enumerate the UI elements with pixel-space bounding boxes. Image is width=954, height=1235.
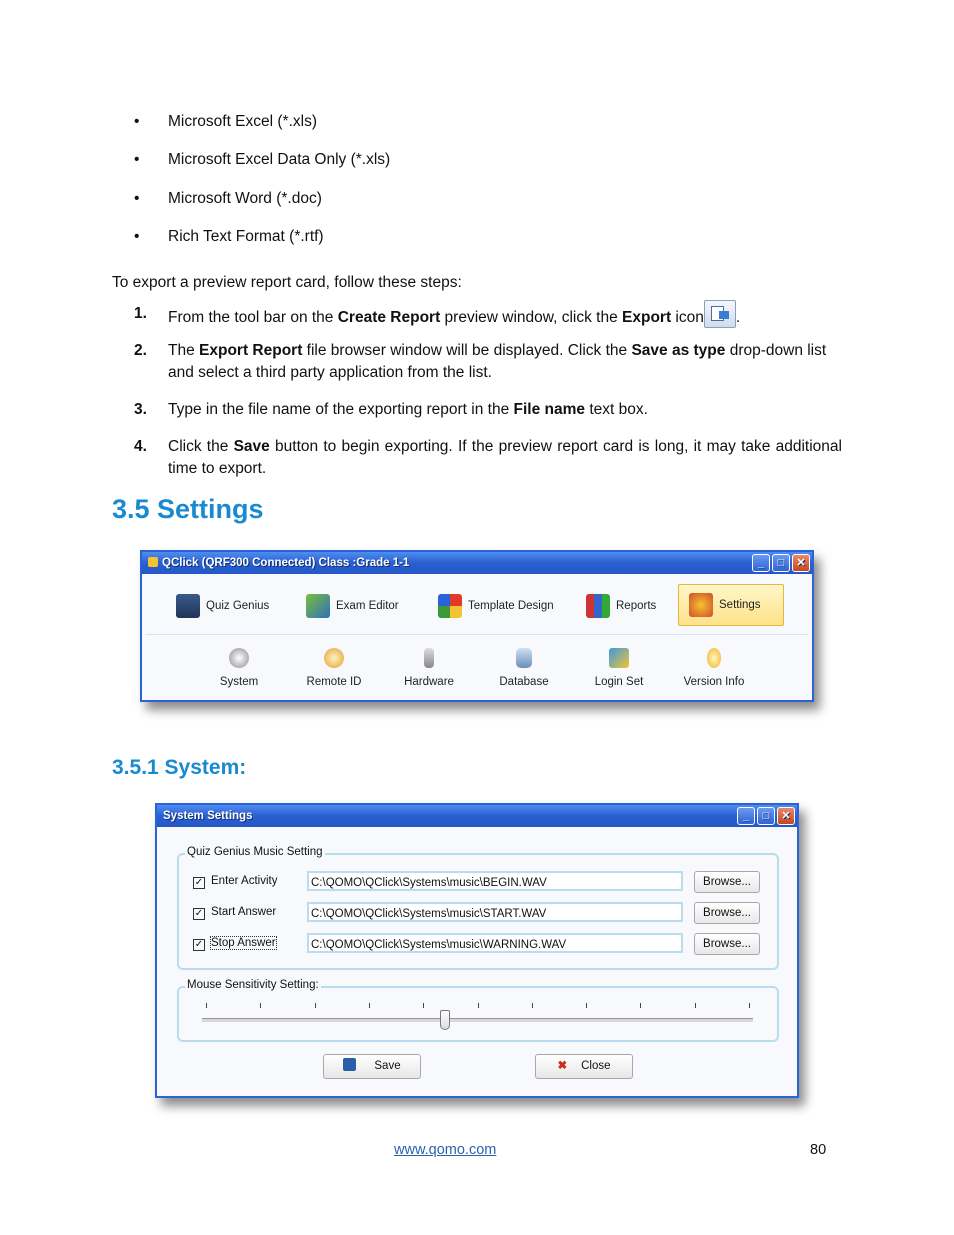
checkbox-icon[interactable]: ✓ <box>194 939 204 950</box>
window-title: QClick (QRF300 Connected) Class :Grade 1-1 <box>162 557 410 569</box>
gear-icon <box>229 648 249 668</box>
text: icon <box>671 309 704 326</box>
subtool-version-info[interactable] <box>679 648 749 688</box>
path-field[interactable]: C:\QOMO\QClick\Systems\music\WARNING.WAV <box>307 933 683 953</box>
subtool-label: Remote ID <box>306 676 362 688</box>
slider-tick <box>315 1003 316 1008</box>
button-label: Save <box>374 1060 401 1072</box>
tool-label: Quiz Genius <box>206 600 270 612</box>
text: Export Report <box>199 342 303 359</box>
minimize-icon[interactable]: _ <box>737 807 755 825</box>
bullet-item: Microsoft Excel Data Only (*.xls) <box>168 151 391 168</box>
template-design-icon <box>438 594 462 618</box>
footer-link[interactable]: www.qomo.com <box>394 1142 497 1158</box>
settings-icon <box>689 593 713 617</box>
subtool-label: Version Info <box>683 676 745 688</box>
page-number: 80 <box>810 1142 827 1158</box>
slider-tick <box>206 1003 207 1008</box>
qclick-window <box>140 550 814 702</box>
browse-button[interactable]: Browse... <box>694 933 760 955</box>
slider-tick <box>369 1003 370 1008</box>
subtool-label: Login Set <box>594 676 644 688</box>
slider-tick <box>423 1003 424 1008</box>
checkbox-icon[interactable]: ✓ <box>194 877 204 888</box>
reports-icon <box>586 594 610 618</box>
step-number: 2. <box>134 342 147 359</box>
mouse-sensitivity-group <box>177 979 779 1042</box>
subtool-database[interactable] <box>489 648 559 688</box>
bullet-item: Microsoft Excel (*.xls) <box>168 113 317 130</box>
tool-label: Reports <box>616 600 657 612</box>
lightbulb-icon <box>707 648 721 668</box>
text: File name <box>513 401 586 418</box>
exam-editor-icon <box>306 594 330 618</box>
section-heading: 3.5 Settings <box>112 494 264 524</box>
tool-reports[interactable] <box>586 590 656 622</box>
text: file browser window will be displayed. Click the <box>302 342 632 359</box>
maximize-icon[interactable]: □ <box>757 807 775 825</box>
subtool-label: System <box>219 676 259 688</box>
database-icon <box>516 648 532 668</box>
bullet-marker: • <box>134 151 140 168</box>
music-row <box>193 906 276 920</box>
maximize-icon[interactable]: □ <box>772 554 790 572</box>
bullet-item: Microsoft Word (*.doc) <box>168 190 322 207</box>
step-number: 3. <box>134 401 147 418</box>
subtool-system[interactable] <box>204 648 274 688</box>
quiz-genius-icon <box>176 594 200 618</box>
subtool-hardware[interactable] <box>394 648 464 688</box>
bullet-item: Rich Text Format (*.rtf) <box>168 228 324 245</box>
text: Export <box>622 309 672 326</box>
minimize-icon[interactable]: _ <box>752 554 770 572</box>
text: button to begin exporting. If the preview report card is long, it may take additional time to export. <box>168 438 842 477</box>
browse-button[interactable]: Browse... <box>694 902 760 924</box>
intro-text: To export a preview report card, follow these steps: <box>112 274 462 291</box>
subtool-login-set[interactable] <box>584 648 654 688</box>
text: Create Report <box>337 309 441 326</box>
window-titlebar <box>157 805 797 827</box>
slider-tick <box>478 1003 479 1008</box>
text: drop-down list and select a third party application from the list. <box>168 342 827 381</box>
slider-tick <box>532 1003 533 1008</box>
tool-label: Exam Editor <box>336 600 399 612</box>
bullet-marker: • <box>134 190 140 207</box>
text: Save as type <box>631 342 726 359</box>
bullet-marker: • <box>134 228 140 245</box>
slider-tick <box>586 1003 587 1008</box>
signal-icon <box>324 648 344 668</box>
row-label: Enter Activity <box>211 875 278 887</box>
window-titlebar <box>142 552 812 574</box>
app-icon <box>148 557 158 567</box>
subtool-remote-id[interactable] <box>299 648 369 688</box>
save-button[interactable] <box>323 1054 421 1079</box>
text: . <box>735 309 741 326</box>
step-2 <box>168 340 842 384</box>
music-row <box>193 937 276 951</box>
tool-quiz-genius[interactable] <box>176 590 269 622</box>
slider-thumb[interactable] <box>440 1010 450 1030</box>
slider-tick <box>749 1003 750 1008</box>
step-number: 1. <box>134 305 147 322</box>
tool-exam-editor[interactable] <box>306 590 399 622</box>
subsection-heading: 3.5.1 System: <box>112 756 247 779</box>
text: From the tool bar on the <box>168 309 338 326</box>
close-x-icon: ✖ <box>557 1060 568 1072</box>
tool-label: Settings <box>719 599 761 611</box>
divider <box>146 634 808 635</box>
pencil-icon <box>609 648 629 668</box>
button-label: Close <box>581 1060 611 1072</box>
export-icon <box>704 300 736 328</box>
text: preview window, click the <box>440 309 623 326</box>
text: Type in the file name of the exporting report in the <box>168 401 514 418</box>
subtool-label: Hardware <box>404 676 454 688</box>
step-number: 4. <box>134 438 147 455</box>
text: Click the <box>168 438 234 455</box>
wrench-icon <box>424 648 434 668</box>
step-4 <box>168 436 842 480</box>
tool-label: Template Design <box>468 600 554 612</box>
slider-tick <box>260 1003 261 1008</box>
path-field[interactable]: C:\QOMO\QClick\Systems\music\BEGIN.WAV <box>307 871 683 891</box>
checkbox-icon[interactable]: ✓ <box>194 908 204 919</box>
group-label: Mouse Sensitivity Setting: <box>187 979 319 991</box>
bullet-marker: • <box>134 113 140 130</box>
step-3 <box>168 399 842 421</box>
text: Save <box>233 438 270 455</box>
text: text box. <box>585 401 648 418</box>
close-icon[interactable]: ✕ <box>792 554 810 572</box>
tool-settings[interactable] <box>678 584 784 626</box>
slider-track[interactable] <box>202 1018 753 1022</box>
row-label: Start Answer <box>211 906 277 918</box>
path-field[interactable]: C:\QOMO\QClick\Systems\music\START.WAV <box>307 902 683 922</box>
music-row <box>193 875 277 889</box>
subtool-label: Database <box>499 676 549 688</box>
slider-tick <box>695 1003 696 1008</box>
tool-template-design[interactable] <box>438 590 554 622</box>
close-button[interactable] <box>535 1054 633 1079</box>
group-label: Quiz Genius Music Setting <box>187 846 323 858</box>
browse-button[interactable]: Browse... <box>694 871 760 893</box>
row-label: Stop Answer <box>211 937 276 949</box>
text: The <box>168 342 200 359</box>
step-1 <box>168 300 842 332</box>
window-title: System Settings <box>163 810 253 822</box>
slider-tick <box>640 1003 641 1008</box>
close-icon[interactable]: ✕ <box>777 807 795 825</box>
floppy-icon <box>343 1058 356 1071</box>
